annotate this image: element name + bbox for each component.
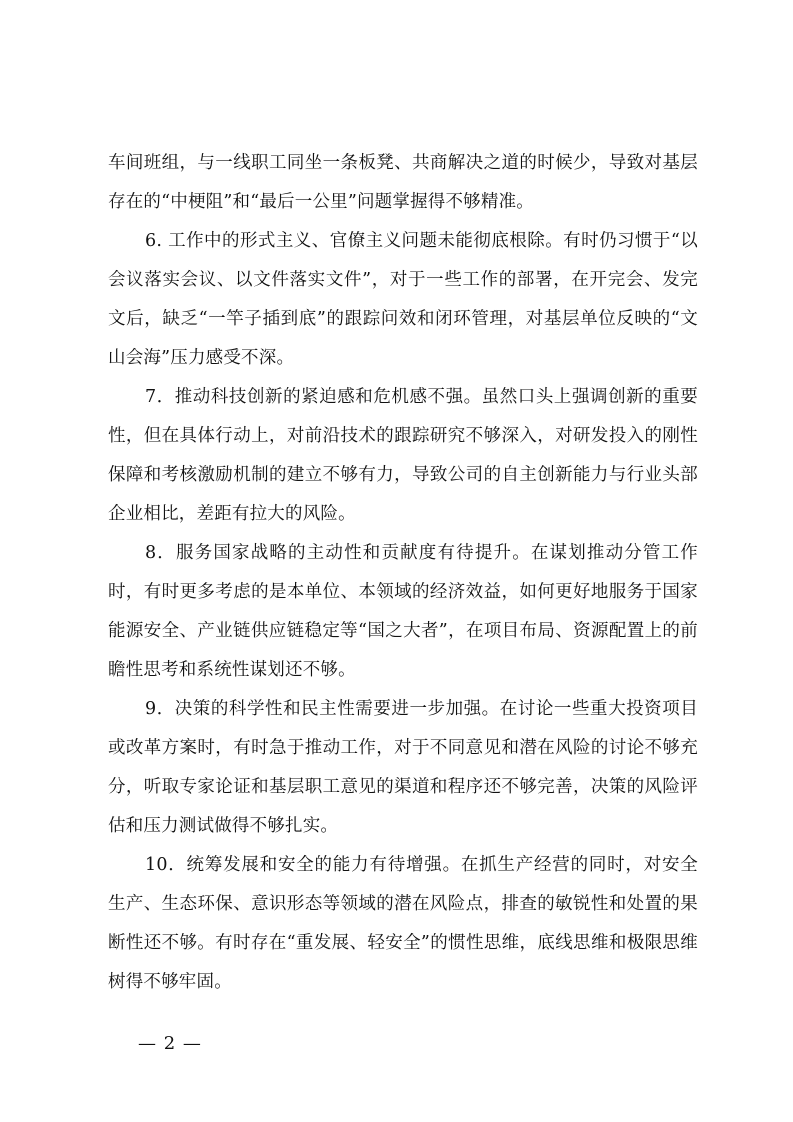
page-number: — 2 — bbox=[138, 1033, 202, 1054]
paragraph-item-9: 9．决策的科学性和民主性需要进一步加强。在讨论一些重大投资项目或改革方案时，有时急于推动工作，对于不同意见和潜在风险的讨论不够充分，听取专家论证和基层职工意见的渠道和程序还不够完善，决策的风险评估和压力测试做得不够扎实。 bbox=[108, 699, 698, 836]
paragraph-item-10: 10．统筹发展和安全的能力有待增强。在抓生产经营的同时，对安全生产、生态环保、意识形态等领域的潜在风险点，排查的敏锐性和处置的果断性还不够。有时存在“重发展、轻安全”的惯性思维，底线思维和极限思维树得不够牢固。 bbox=[108, 855, 698, 992]
document-body bbox=[108, 144, 698, 1002]
paragraph-item-7: 7．推动科技创新的紧迫感和危机感不强。虽然口头上强调创新的重要性，但在具体行动上，对前沿技术的跟踪研究不够深入，对研发投入的刚性保障和考核激励机制的建立不够有力，导致公司的自主创新能力与行业头部企业相比，差距有拉大的风险。 bbox=[108, 387, 698, 524]
paragraph-continuation: 车间班组，与一线职工同坐一条板凳、共商解决之道的时候少，导致对基层存在的“中梗阻”和“最后一公里”问题掌握得不够精准。 bbox=[108, 153, 698, 212]
paragraph-item-6: 6. 工作中的形式主义、官僚主义问题未能彻底根除。有时仍习惯于“以会议落实会议、以文件落实文件”，对于一些工作的部署，在开完会、发完文后，缺乏“一竿子插到底”的跟踪问效和闭环管理，对基层单位反映的“文山会海”压力感受不深。 bbox=[108, 231, 698, 368]
paragraph-item-8: 8．服务国家战略的主动性和贡献度有待提升。在谋划推动分管工作时，有时更多考虑的是本单位、本领域的经济效益，如何更好地服务于国家能源安全、产业链供应链稳定等“国之大者”，在项目布局、资源配置上的前瞻性思考和系统性谋划还不够。 bbox=[108, 543, 698, 680]
